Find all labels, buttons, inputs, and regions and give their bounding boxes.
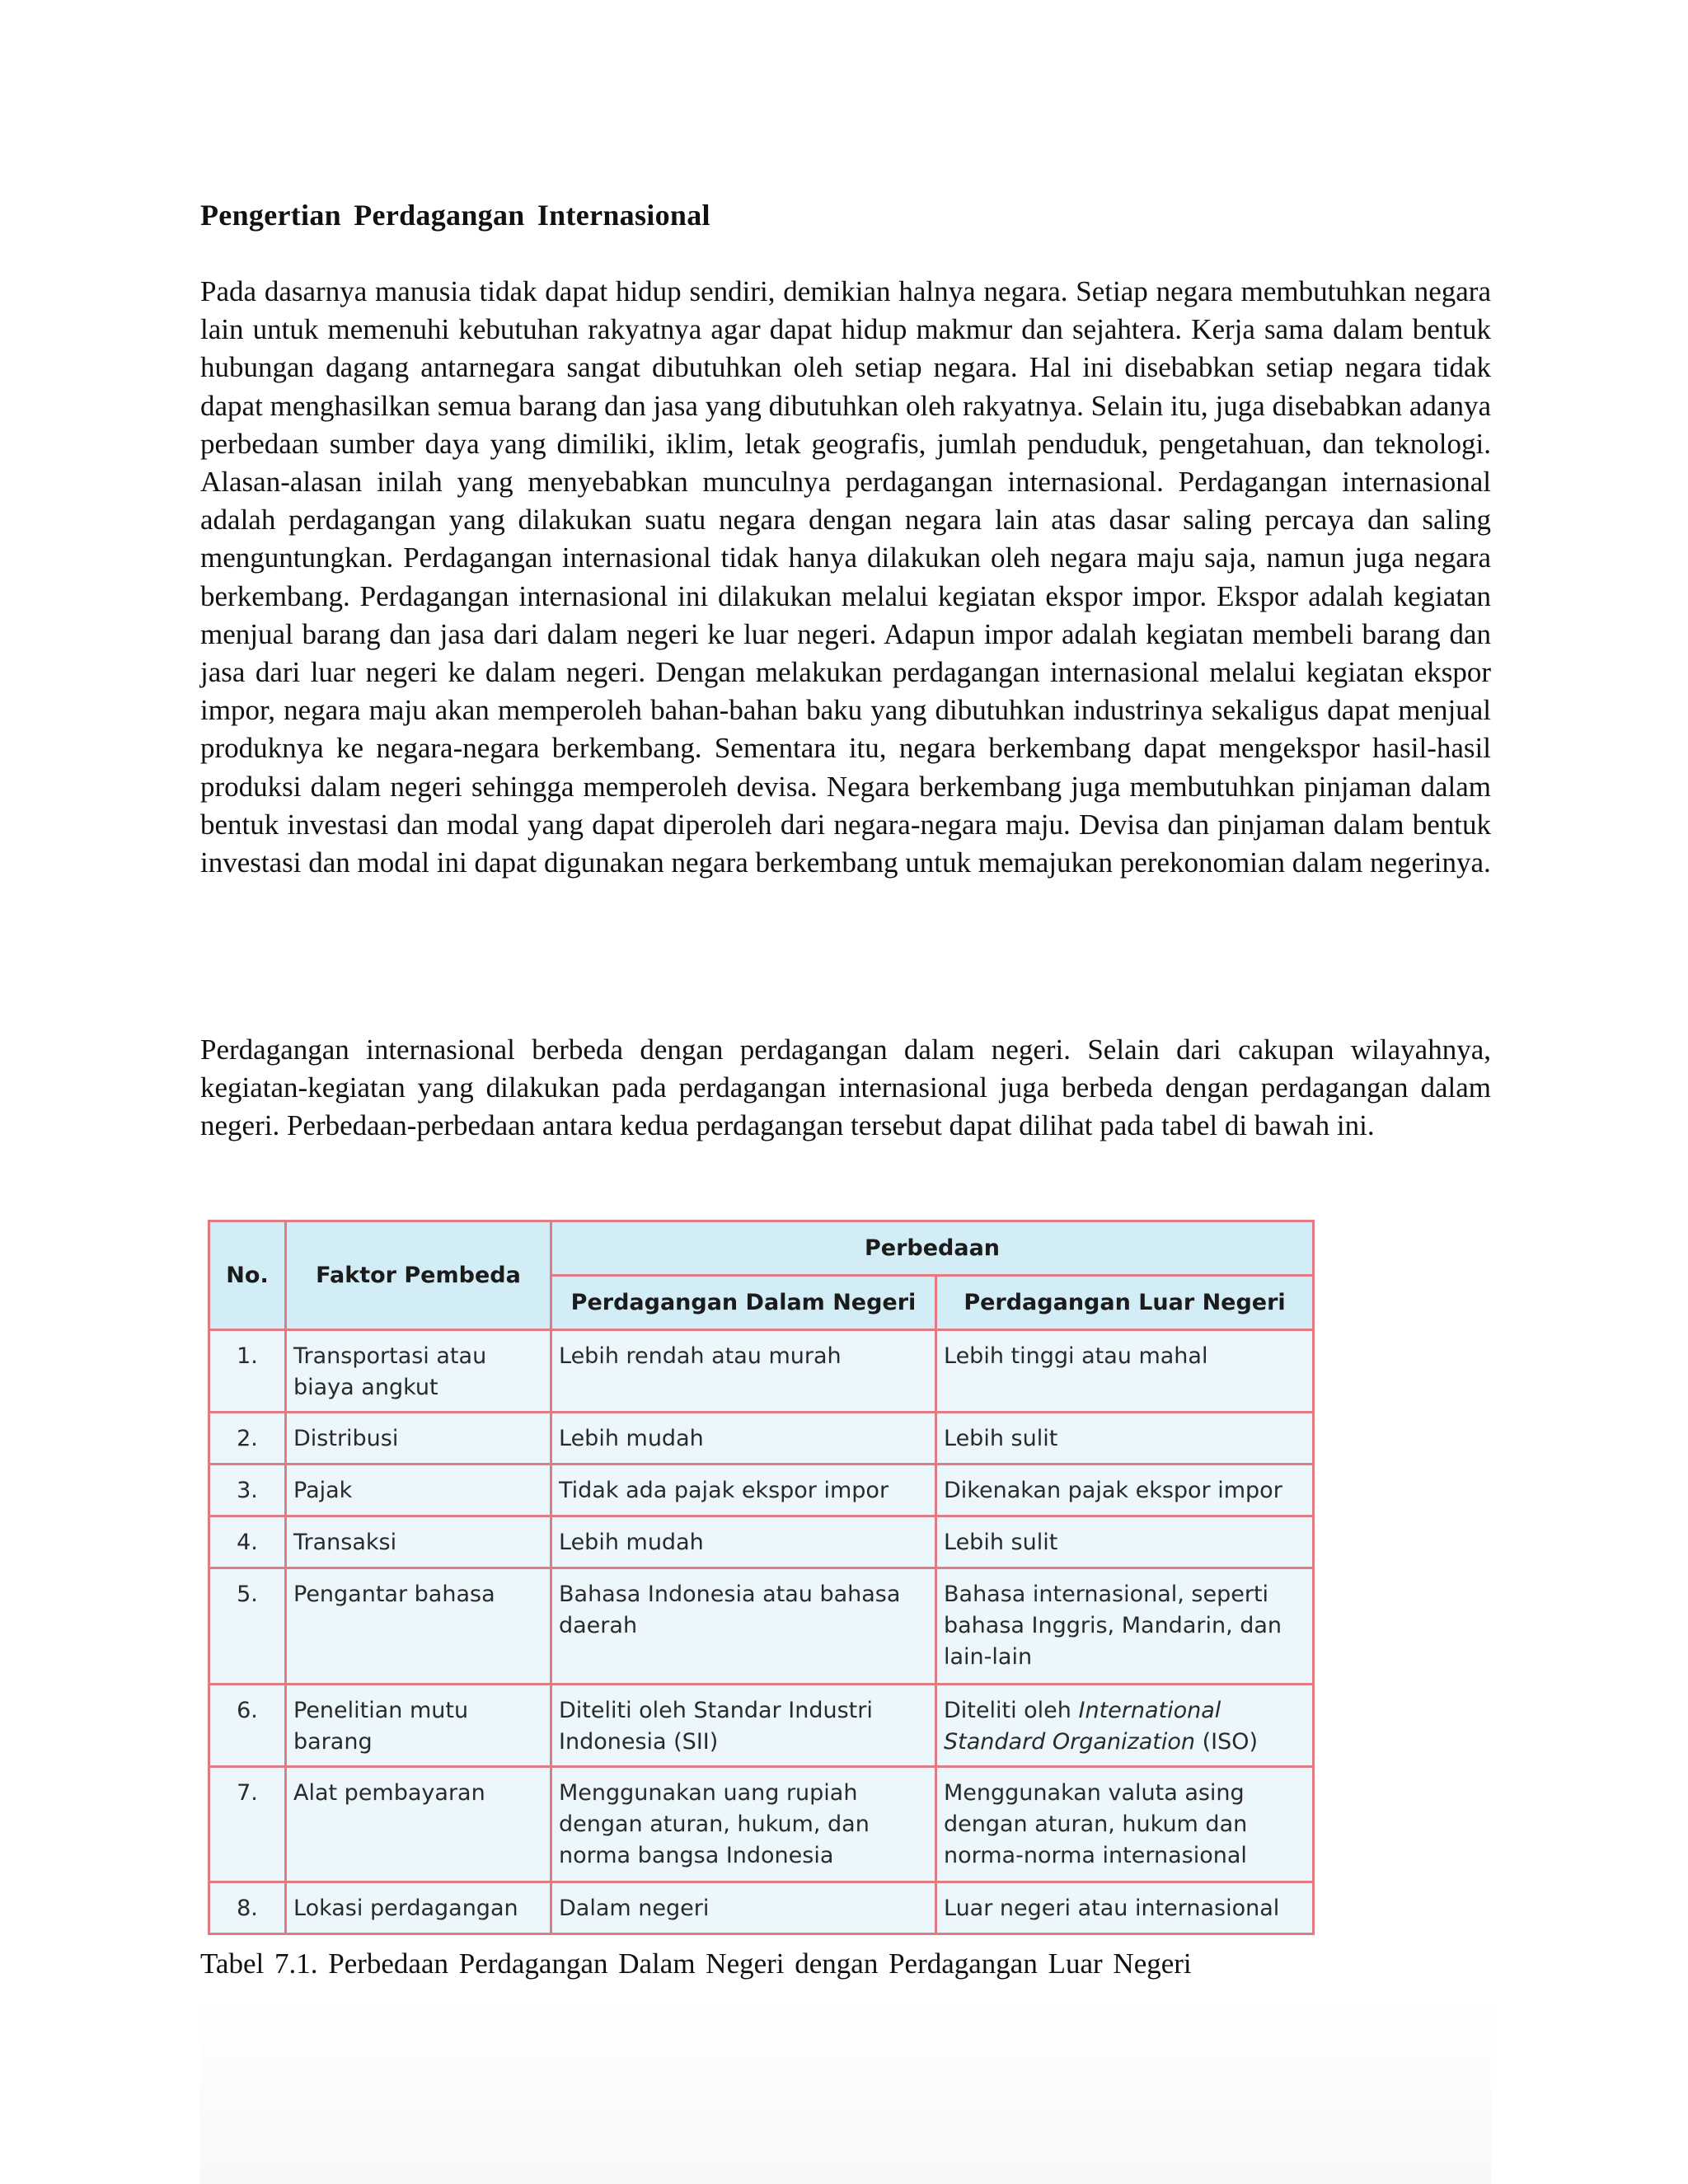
- cell-no: 3.: [209, 1465, 286, 1516]
- comparison-table-image: [208, 1220, 1312, 1935]
- cell-factor: Lokasi perdagangan: [286, 1882, 551, 1933]
- cell-domestic: Diteliti oleh Standar Industri Indonesia (SII): [551, 1684, 936, 1766]
- cell-domestic: Tidak ada pajak ekspor impor: [551, 1465, 936, 1516]
- cell-foreign: Lebih tinggi atau mahal: [936, 1330, 1314, 1413]
- table-row: [209, 1413, 1314, 1465]
- comparison-table: [208, 1220, 1315, 1935]
- cell-no: 4.: [209, 1516, 286, 1568]
- table-header-row: [209, 1221, 1314, 1276]
- cell-no: 2.: [209, 1413, 286, 1465]
- table-row: [209, 1766, 1314, 1882]
- header-factor: Faktor Pembeda: [286, 1221, 551, 1330]
- cell-domestic: Lebih mudah: [551, 1516, 936, 1568]
- cell-foreign-suffix: (ISO): [1194, 1728, 1258, 1755]
- table-row: [209, 1882, 1314, 1933]
- cell-foreign: Bahasa internasional, seperti bahasa Inggris, Mandarin, dan lain-lain: [936, 1568, 1314, 1684]
- cell-factor: Transaksi: [286, 1516, 551, 1568]
- cell-domestic: Menggunakan uang rupiah dengan aturan, hukum, dan norma bangsa Indonesia: [551, 1766, 936, 1882]
- cell-foreign: [936, 1684, 1314, 1766]
- cell-foreign: Dikenakan pajak ekspor impor: [936, 1465, 1314, 1516]
- cell-foreign-italic: International Standard Organization: [944, 1697, 1221, 1755]
- cell-domestic: Dalam negeri: [551, 1882, 936, 1933]
- table-row: [209, 1568, 1314, 1684]
- cell-foreign: Luar negeri atau internasional: [936, 1882, 1314, 1933]
- cell-foreign: Lebih sulit: [936, 1413, 1314, 1465]
- body-paragraph: Perdagangan internasional berbeda dengan perdagangan dalam negeri. Selain dari cakupan wilayahnya, kegiatan-kegiatan yang dilakukan pada perdagangan internasional juga berbeda dengan perdagangan dalam negeri. Perbedaan-perbedaan antara kedua perdagangan tersebut dapat dilihat pada tabel di bawah ini.: [200, 1033, 1491, 1142]
- page-bottom-shade: [200, 1999, 1491, 2184]
- header-group: Perbedaan: [551, 1221, 1314, 1276]
- cell-domestic: Lebih rendah atau murah: [551, 1330, 936, 1413]
- cell-domestic: Bahasa Indonesia atau bahasa daerah: [551, 1568, 936, 1684]
- body-paragraph: Pada dasarnya manusia tidak dapat hidup sendiri, demikian halnya negara. Setiap negara membutuhkan negara lain untuk memenuhi kebutuhan rakyatnya agar dapat hidup makmur dan sejahtera. Kerja sama dalam bentuk hubungan dagang antarnegara sangat dibutuhkan oleh setiap negara. Hal ini disebabkan setiap negara tidak dapat menghasilkan semua barang dan jasa yang dibutuhkan oleh rakyatnya. Selain itu, juga disebabkan adanya perbedaan sumber daya yang dimiliki, iklim, letak geografis, jumlah penduduk, pengetahuan, dan teknologi. Alasan-alasan inilah yang menyebabkan munculnya perdagangan internasional. Perdagangan internasional adalah perdagangan yang dilakukan suatu negara dengan negara lain atas dasar saling percaya dan saling menguntungkan. Perdagangan internasional tidak hanya dilakukan oleh negara maju saja, namun juga negara berkembang. Perdagangan internasional ini dilakukan melalui kegiatan ekspor impor. Ekspor adalah kegiatan menjual barang dan jasa dari dalam negeri ke luar negeri. Adapun impor adalah kegiatan membeli barang dan jasa dari luar negeri ke dalam negeri. Dengan melakukan perdagangan internasional melalui kegiatan ekspor impor, negara maju akan memperoleh bahan-bahan baku yang dibutuhkan industrinya sekaligus dapat menjual produknya ke negara-negara berkembang. Sementara itu, negara berkembang dapat mengekspor hasil-hasil produksi dalam negeri sehingga memperoleh devisa. Negara berkembang juga membutuhkan pinjaman dalam bentuk investasi dan modal yang dapat diperoleh dari negara-negara maju. Devisa dan pinjaman dalam bentuk investasi dan modal ini dapat digunakan negara berkembang untuk memajukan perekonomian dalam negerinya.: [200, 275, 1491, 879]
- cell-no: 8.: [209, 1882, 286, 1933]
- cell-factor: Penelitian mutu barang: [286, 1684, 551, 1766]
- page-title: Pengertian Perdagangan Internasional: [200, 199, 710, 232]
- table-row: [209, 1516, 1314, 1568]
- cell-no: 6.: [209, 1684, 286, 1766]
- table-row: [209, 1330, 1314, 1413]
- header-no: No.: [209, 1221, 286, 1330]
- header-foreign: Perdagangan Luar Negeri: [936, 1276, 1314, 1330]
- cell-foreign: Lebih sulit: [936, 1516, 1314, 1568]
- table-row: [209, 1465, 1314, 1516]
- cell-factor: Transportasi atau biaya angkut: [286, 1330, 551, 1413]
- cell-factor: Distribusi: [286, 1413, 551, 1465]
- header-domestic: Perdagangan Dalam Negeri: [551, 1276, 936, 1330]
- cell-factor: Alat pembayaran: [286, 1766, 551, 1882]
- cell-factor: Pajak: [286, 1465, 551, 1516]
- cell-domestic: Lebih mudah: [551, 1413, 936, 1465]
- cell-foreign-prefix: Diteliti oleh: [944, 1697, 1079, 1723]
- cell-foreign: Menggunakan valuta asing dengan aturan, hukum dan norma-norma internasional: [936, 1766, 1314, 1882]
- cell-factor: Pengantar bahasa: [286, 1568, 551, 1684]
- table-row: [209, 1684, 1314, 1766]
- cell-no: 7.: [209, 1766, 286, 1882]
- cell-no: 1.: [209, 1330, 286, 1413]
- table-caption: Tabel 7.1. Perbedaan Perdagangan Dalam Negeri dengan Perdagangan Luar Negeri: [200, 1947, 1192, 1980]
- cell-no: 5.: [209, 1568, 286, 1684]
